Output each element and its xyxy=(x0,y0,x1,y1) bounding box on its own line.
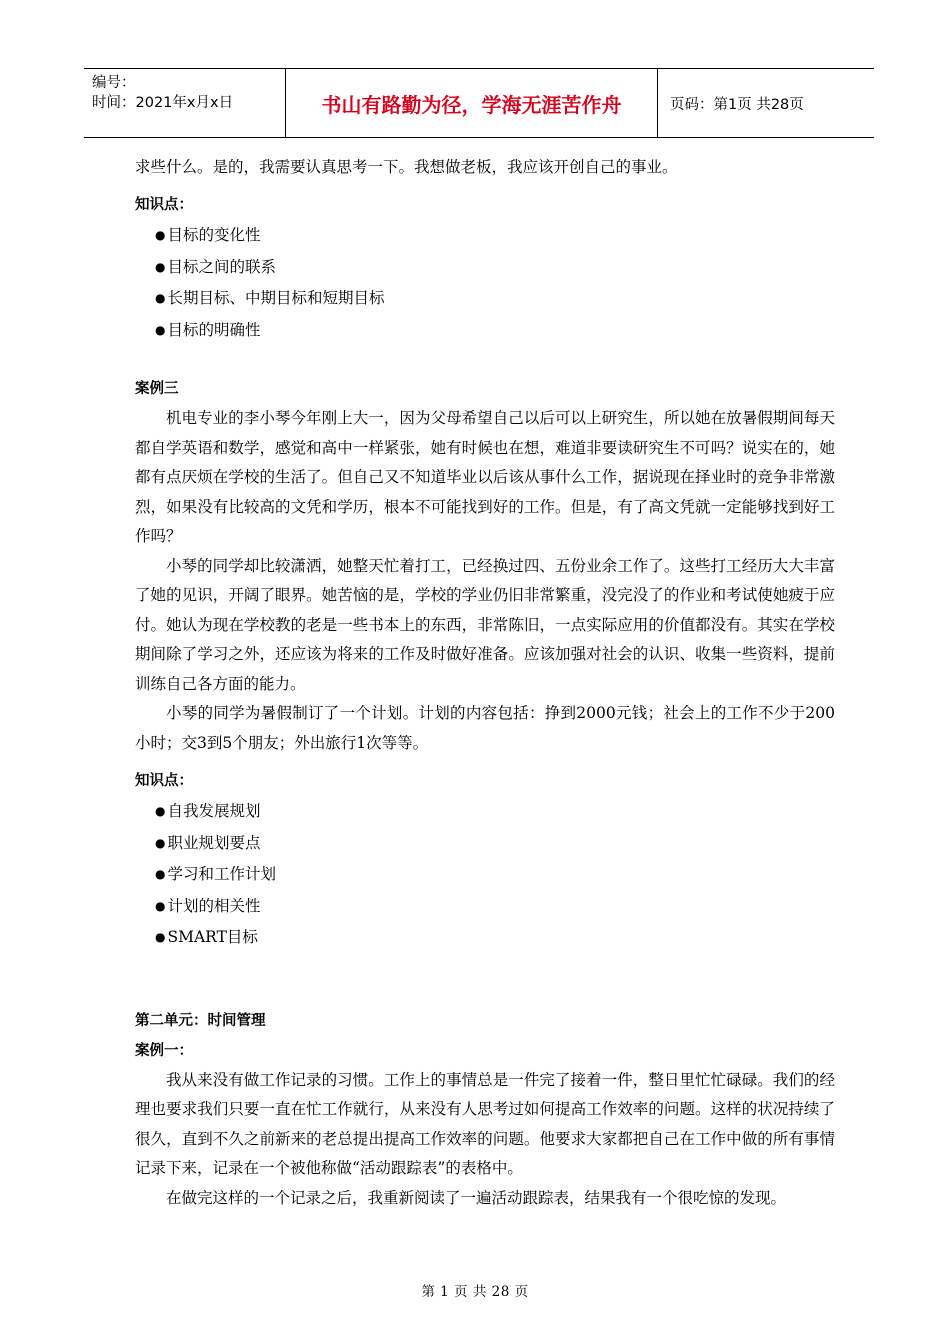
bullet-icon: ● xyxy=(155,291,166,305)
header-page-info: 页码：第1页 共28页 xyxy=(670,96,804,113)
unit2-heading: 第二单元：时间管理 xyxy=(135,1012,266,1029)
case3-paragraph: 小琴的同学却比较潇洒，她整天忙着打工，已经换过四、五份业余工作了。这些打工经历大大丰富了她的见识，开阔了眼界。她苦恼的是，学校的学业仍旧非常繁重，没完没了的作业和考试使她疲于应付。她认为现在学校教的老是一些书本上的东西，非常陈旧，一点实际应用的价值都没有。其实在学校期间除了学习之外，还应该为将来的工作及时做好准备。应该加强对社会的认识、收集一些资料，提前训练自己各方面的能力。 xyxy=(135,556,835,693)
header-motto-cell xyxy=(286,69,658,137)
bullet-icon: ● xyxy=(155,867,166,881)
case3-paragraph: 机电专业的李小琴今年刚上大一，因为父母希望自己以后可以上研究生，所以她在放暑假期间每天都自学英语和数学，感觉和高中一样紧张，她有时候也在想，难道非要读研究生不可吗？说实在的，她都有点厌烦在学校的生活了。但自己又不知道毕业以后该从事什么工作，据说现在择业时的竞争非常激烈，如果没有比较高的文凭和学历，根本不可能找到好的工作。但是，有了高文凭就一定能够找到好工作吗？ xyxy=(135,409,835,545)
bullet-icon: ● xyxy=(155,898,166,913)
knowledge-points-heading: 知识点： xyxy=(135,197,193,213)
list-item: ● SMART目标 xyxy=(155,928,258,946)
intro-line: 求些什么。是的，我需要认真思考一下。我想做老板，我应该开创自己的事业。 xyxy=(135,158,678,176)
bullet-icon: ● xyxy=(155,804,166,818)
page-header xyxy=(84,68,874,138)
knowledge-points-heading: 知识点： xyxy=(135,773,193,789)
list-item: ● 长期目标、中期目标和短期目标 xyxy=(155,289,385,307)
case1-paragraph: 在做完这样的一个记录之后，我重新阅读了一遍活动跟踪表，结果我有一个很吃惊的发现。 xyxy=(166,1188,787,1207)
list-item: ● 计划的相关性 xyxy=(155,896,261,915)
bullet-icon: ● xyxy=(155,930,166,944)
case3-paragraph: 小琴的同学为暑假制订了一个计划。计划的内容包括：挣到2000元钱；社会上的工作不少于200小时；交3到5个朋友；外出旅行1次等等。 xyxy=(135,704,835,752)
knowledge-points-list xyxy=(135,796,835,954)
header-meta xyxy=(84,69,286,137)
list-item: ● 目标的明确性 xyxy=(155,320,261,339)
list-item: ● 学习和工作计划 xyxy=(155,865,276,883)
list-item: ● 目标的变化性 xyxy=(155,226,261,244)
list-item: ● 自我发展规划 xyxy=(155,802,261,820)
bullet-icon: ● xyxy=(155,835,166,850)
doc-number-label: 编号： xyxy=(92,75,136,91)
list-item: ● 目标之间的联系 xyxy=(155,257,276,276)
case1-paragraph: 我从来没有做工作记录的习惯。工作上的事情总是一件完了接着一件，整日里忙忙碌碌。我们的经理也要求我们只要一直在忙工作就行，从来没有人思考过如何提高工作效率的问题。这样的状况持续了很久，直到不久之前新来的老总提出提高工作效率的问题。他要求大家都把自己在工作中做的所有事情记录下来，记录在一个被他称做“活动跟踪表”的表格中。 xyxy=(135,1070,835,1177)
document-body xyxy=(135,152,835,1213)
doc-time-label: 时间：2021年x月x日 xyxy=(92,95,234,111)
list-item: ● 职业规划要点 xyxy=(155,833,261,852)
knowledge-points-list xyxy=(135,220,835,346)
case3-heading: 案例三 xyxy=(135,381,179,397)
bullet-icon: ● xyxy=(155,322,166,337)
header-motto: 书山有路勤为径，学海无涯苦作舟 xyxy=(321,92,622,117)
page-footer: 第 1 页 共 28 页 xyxy=(421,1284,529,1300)
bullet-icon: ● xyxy=(155,228,166,242)
case1-heading: 案例一： xyxy=(135,1042,193,1059)
bullet-icon: ● xyxy=(155,259,166,274)
